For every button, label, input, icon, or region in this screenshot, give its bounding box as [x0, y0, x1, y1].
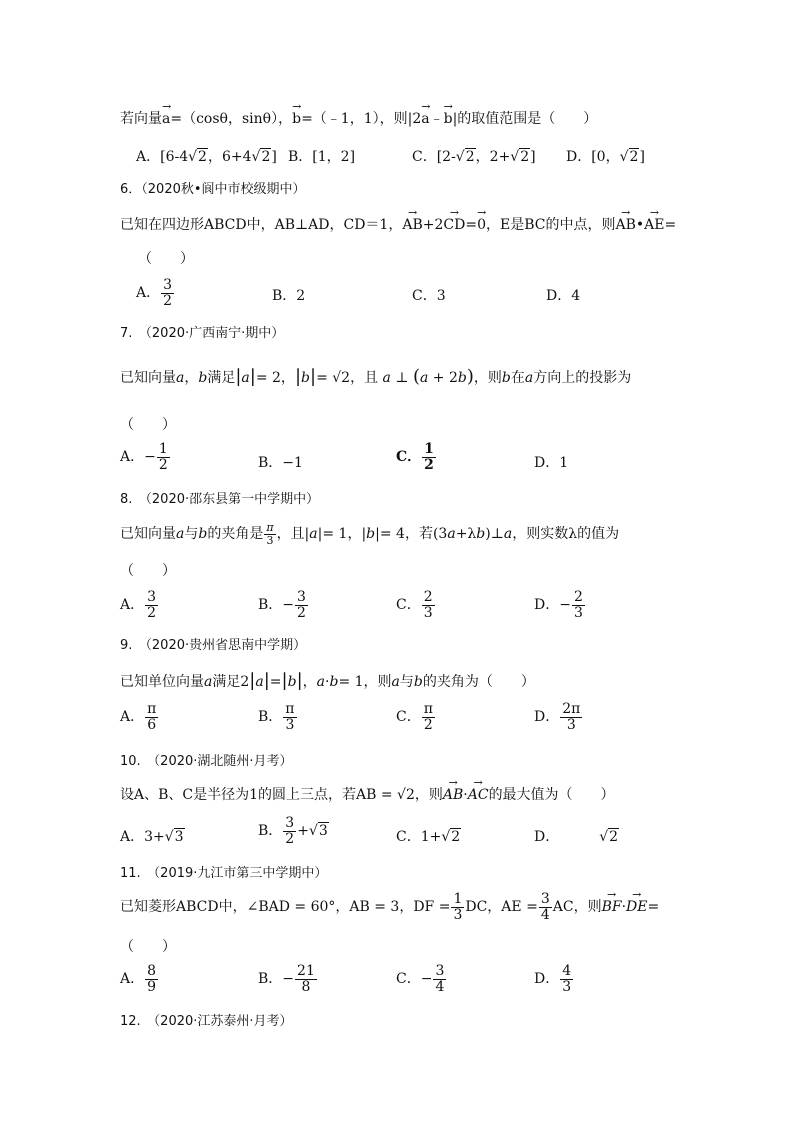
- q10-option-b[interactable]: B． $\frac{3}{2}$ +√3: [258, 815, 328, 847]
- q8-option-a[interactable]: A． $\frac{3}{2}$: [120, 589, 157, 621]
- vector-a: → a: [162, 111, 170, 127]
- q9-option-b[interactable]: B． $\frac{\pi}{3}$: [258, 701, 295, 733]
- q11-text: 已知菱形ABCD中，∠BAD = 60°，AB = 3，DF =: [120, 899, 451, 916]
- vector-a: → a: [421, 111, 429, 127]
- q11-option-a[interactable]: A． $\frac{8}{9}$: [120, 963, 157, 995]
- vector-DE: → DE: [626, 899, 647, 915]
- q7-text: 方向上的投影为: [533, 370, 632, 386]
- vector-AC: → AC: [468, 787, 489, 803]
- vector-a: a: [176, 370, 185, 386]
- q7-text: = 2，: [255, 370, 295, 386]
- q6-text: =: [664, 217, 677, 233]
- q10-text: 的最大值为（ ）: [488, 787, 615, 803]
- q11-option-c[interactable]: C．− $\frac{3}{4}$: [396, 963, 445, 995]
- q7-option-c[interactable]: C． $\frac{1}{2}$: [396, 441, 434, 473]
- q9-text: 已知单位向量: [120, 674, 204, 690]
- q6-text: +2: [422, 217, 444, 233]
- q8-stem: 已知向量a与b的夹角是 $\frac{\pi}{3}$ ，且|a|= 1，|b|= 4，若(3a+λb)⊥a，则实数λ的值为: [120, 521, 620, 547]
- q7-text: 在: [510, 370, 525, 386]
- q5-option-a[interactable]: A．[6-4√2，6+4√2]: [136, 149, 277, 165]
- q5-text: 若向量: [120, 111, 162, 127]
- q8-option-b[interactable]: B．− $\frac{3}{2}$: [258, 589, 306, 621]
- q10-source: 10. （2020·湖北随州·月考）: [120, 754, 293, 769]
- q7-text: = √2，且: [316, 370, 379, 386]
- q11-text: AC，则: [552, 899, 602, 916]
- q6-option-d[interactable]: D．4: [546, 288, 581, 304]
- q9-option-d[interactable]: D． $\frac{2\pi}{3}$: [534, 701, 581, 733]
- vector-AB: → AB: [443, 787, 463, 803]
- q5-stem: [120, 108, 597, 128]
- q10-option-d[interactable]: D． √2: [534, 829, 619, 845]
- vector-AB: → AB: [615, 217, 635, 233]
- zero-vector: → 0: [477, 217, 486, 233]
- q6-option-c[interactable]: C．3: [412, 288, 446, 304]
- vector-b: → b: [444, 111, 453, 127]
- q9-text: 与: [399, 674, 414, 690]
- q11-option-b[interactable]: B．− $\frac{21}{8}$: [258, 963, 315, 995]
- vector-BF: → BF: [602, 899, 622, 915]
- q8-source: 8. （2020·邵东县第一中学期中）: [120, 492, 320, 507]
- q10-text: 设A、B、C是半径为1的圆上三点，若AB = √2，则: [120, 787, 443, 803]
- q6-text: 已知在四边形ABCD中，AB⊥AD，CD＝1，: [120, 217, 403, 233]
- q9-option-c[interactable]: C． $\frac{\pi}{2}$: [396, 701, 433, 733]
- q6-paren: （ ）: [138, 251, 194, 267]
- q7-text: 已知向量: [120, 370, 176, 386]
- q11-option-d[interactable]: D． $\frac{4}{3}$: [534, 963, 572, 995]
- q8-text: )⊥: [485, 526, 504, 543]
- q7-text: ，则: [473, 370, 502, 386]
- q10-option-c[interactable]: C．1+√2: [396, 829, 461, 845]
- q11-paren: （ ）: [120, 939, 176, 955]
- q11-text: DC，AE =: [465, 899, 538, 916]
- q10-option-a[interactable]: A．3+√3: [120, 829, 184, 845]
- q8-option-d[interactable]: D．− $\frac{2}{3}$: [534, 589, 583, 621]
- q8-text: 与: [184, 526, 199, 543]
- q5-text: ﹣: [429, 111, 444, 127]
- q5-text: |的取值范围是（ ）: [452, 111, 598, 127]
- q8-text: 已知向量: [120, 526, 176, 543]
- q7-option-b[interactable]: B．−1: [258, 455, 303, 471]
- q9-text: = 1，则: [338, 674, 392, 690]
- q6-text: •: [635, 217, 645, 233]
- q5-option-b[interactable]: B．[1，2]: [288, 149, 356, 165]
- q8-paren: （ ）: [120, 563, 176, 579]
- q7-text: 满足: [207, 370, 236, 386]
- q6-source: 6．（2020秋•阆中市校级期中）: [120, 182, 306, 197]
- vector-AB: → AB: [402, 217, 422, 233]
- q6-text: ，E是BC的中点，则: [485, 217, 616, 233]
- q9-option-a[interactable]: A． $\frac{\pi}{6}$: [120, 701, 157, 733]
- q9-text: 的夹角为（ ）: [422, 674, 535, 690]
- vector-CD: → CD: [443, 217, 465, 233]
- q10-stem: 设A、B、C是半径为1的圆上三点，若AB = √2，则→ AB·→ AC的最大值为（ ）: [120, 784, 615, 804]
- q6-option-a[interactable]: A． $\frac{3}{2}$: [136, 277, 173, 309]
- q8-text: |= 1，|: [317, 526, 367, 543]
- q7-source: 7. （2020·广西南宁·期中）: [120, 326, 285, 341]
- q7-option-d[interactable]: D．1: [534, 455, 569, 471]
- q8-option-c[interactable]: C． $\frac{2}{3}$: [396, 589, 433, 621]
- vector-AE: → AE: [644, 217, 664, 233]
- q5-text: =（cosθ，sinθ），: [170, 111, 293, 127]
- q6-stem: [120, 214, 676, 234]
- vector-b: b: [198, 370, 208, 386]
- q6-text: =: [465, 217, 478, 233]
- q5-text: =（﹣1，1），则|2: [301, 111, 422, 127]
- q5-option-d[interactable]: D．[0，√2]: [566, 149, 645, 165]
- q11-source: 11. （2019·九江市第三中学期中）: [120, 866, 328, 881]
- q9-text: ，: [302, 674, 317, 690]
- q7-stem: 已知向量a，b满足|a|= 2，|b|= √2，且 a ⊥ (a + 2b)，则b在a方向上的投影为: [120, 366, 632, 387]
- q7-option-a[interactable]: A．− $\frac{1}{2}$: [120, 441, 168, 473]
- q6-option-b[interactable]: B．2: [272, 288, 306, 304]
- q9-text: 满足2: [212, 674, 250, 690]
- q11-stem: 已知菱形ABCD中，∠BAD = 60°，AB = 3，DF = $\frac{1}{3}$ DC，AE = $\frac{3}{4}$ AC，则→ BF·→ DE=: [120, 892, 659, 922]
- q7-paren: （ ）: [120, 417, 176, 433]
- q8-text: |= 4，若(3: [375, 526, 448, 543]
- q8-text: ，则实数λ的值为: [512, 526, 620, 543]
- q8-text: +λ: [455, 526, 477, 543]
- q9-source: 9. （2020·贵州省思南中学期）: [120, 638, 307, 653]
- q9-stem: 已知单位向量a满足2|a|=|b|，a·b= 1，则a与b的夹角为（ ）: [120, 670, 535, 691]
- vector-b: → b: [292, 111, 301, 127]
- q12-source: 12. （2020·江苏泰州·月考）: [120, 1014, 293, 1029]
- q11-text: =: [647, 899, 660, 916]
- q5-option-c[interactable]: C．[2-√2，2+√2]: [412, 149, 536, 165]
- q8-text: ，且|: [276, 526, 310, 543]
- q8-text: 的夹角是: [207, 526, 264, 543]
